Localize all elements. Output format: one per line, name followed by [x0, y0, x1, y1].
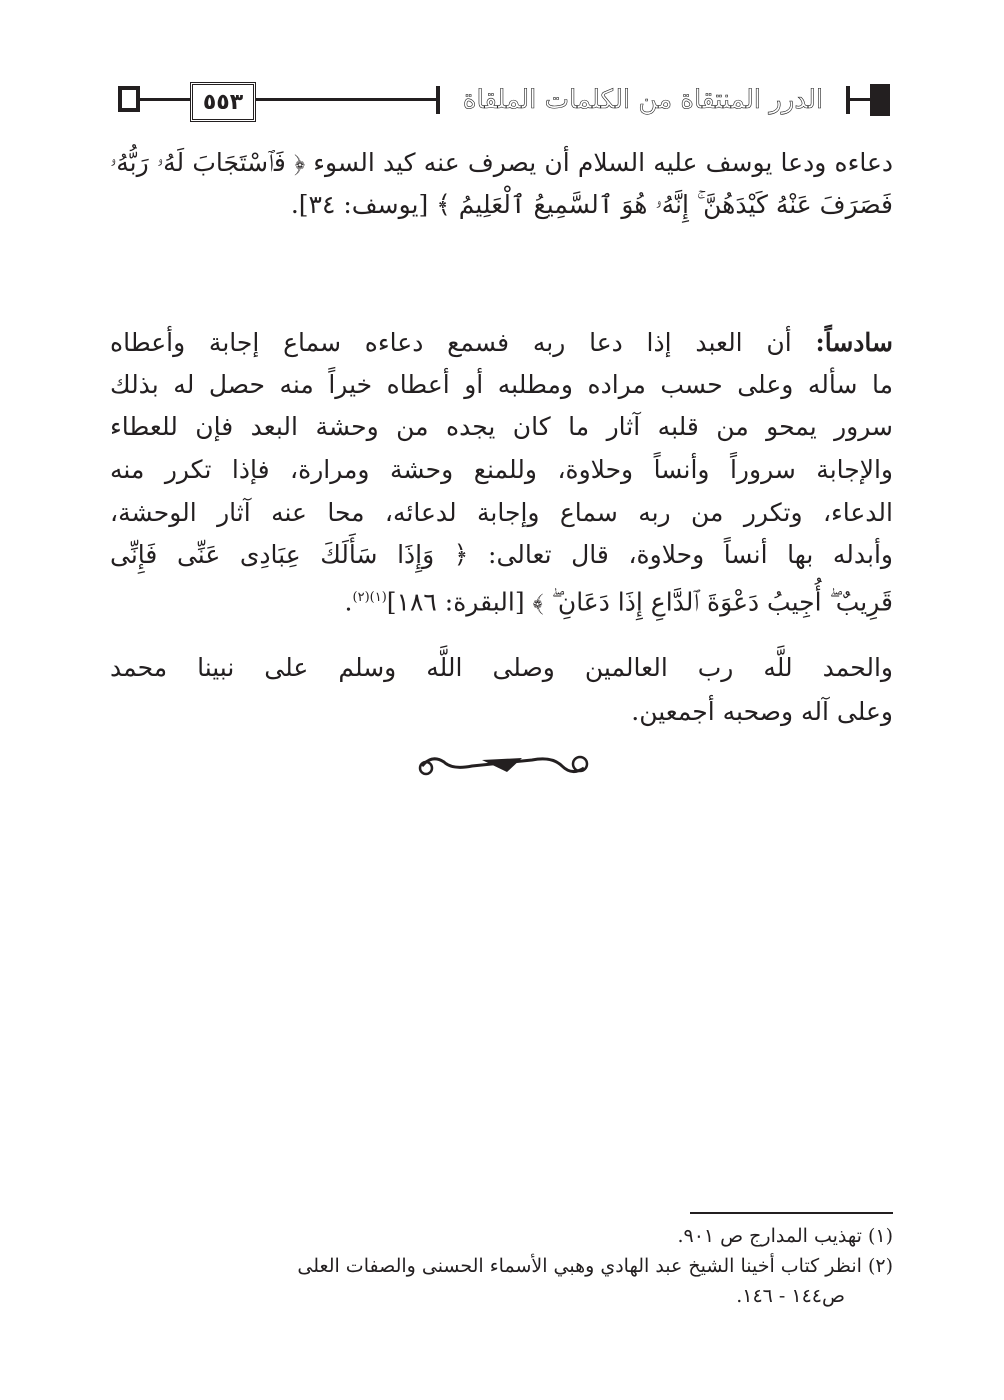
- page-number: ٥٥٣: [190, 82, 256, 122]
- text-line: [110, 325, 893, 361]
- header-square-left: [118, 86, 140, 112]
- book-title: الدرر المنتقاة من الكلمات الملقاة: [462, 85, 824, 115]
- text-line: فَصَرَفَ عَنْهُ كَيْدَهُنَّ ۚ إِنَّهُۥ هُوَ ٱلسَّمِيعُ ٱلْعَلِيمُ ﴾ [يوسف: ٣٤].: [290, 190, 893, 219]
- section-label: سادساً:: [815, 328, 893, 357]
- page-header: [118, 80, 888, 120]
- ornament-divider-icon: [412, 750, 592, 782]
- text-line: وعلى آله وصحبه أجمعين.: [631, 697, 893, 726]
- text: أن العبد إذا دعا ربه فسمع دعاءه سماع إجابة وأعطاه: [110, 328, 816, 357]
- text-line: الدعاء، وتكرر من ربه سماع وإجابة لدعائه، محا عنه آثار الوحشة،: [110, 498, 893, 527]
- header-rule: [850, 98, 870, 101]
- footnote-separator: [690, 1212, 893, 1214]
- text: .: [344, 587, 353, 617]
- text-line: والحمد للَّه رب العالمين وصلى اللَّه وسلم على نبينا محمد: [110, 653, 893, 682]
- footnote-refs[interactable]: (١)(٢): [352, 590, 387, 605]
- text-line: ما سأله وعلى حسب مراده ومطلبه أو أعطاه خيراً منه حصل له بذلك: [110, 370, 893, 399]
- text-line: دعاءه ودعا يوسف عليه السلام أن يصرف عنه كيد السوء ﴿ فَٱسْتَجَابَ لَهُۥ رَبُّهُۥ: [110, 148, 893, 177]
- header-rule: [140, 98, 190, 101]
- header-rule: [256, 98, 436, 101]
- text: قَرِيبٌ ۖ أُجِيبُ دَعْوَةَ ٱلدَّاعِ إِذَا دَعَانِ ۖ ﴾ [البقرة: ١٨٦]: [386, 587, 893, 617]
- text-line: والإجابة سروراً وأنساً وحلاوة، وللمنع وحشة ومرارة، فإذا تكرر منه: [110, 455, 893, 484]
- text-line: [110, 580, 893, 620]
- text-line: سرور يمحو من قلبه آثار ما كان يجده من وحشة البعد فإن للعطاء: [110, 412, 893, 441]
- footnote: (٢) انظر كتاب أخينا الشيخ عبد الهادي وهبي الأسماء الحسنى والصفات العلى: [297, 1255, 893, 1277]
- header-square-right: [870, 84, 890, 116]
- text-line: وأبدله بها أنساً وحلاوة، قال تعالى: ﴿ وَإِذَا سَأَلَكَ عِبَادِى عَنِّى فَإِنِّى: [110, 540, 893, 569]
- footnote: (١) تهذيب المدارج ص ٩٠١.: [677, 1225, 893, 1247]
- footnote: ص١٤٤ - ١٤٦.: [736, 1285, 845, 1307]
- header-rule-end: [436, 86, 440, 114]
